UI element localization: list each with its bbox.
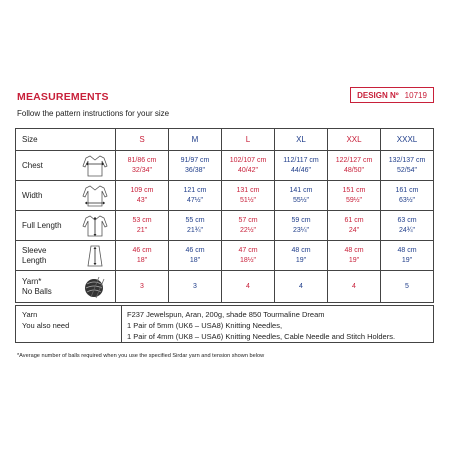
measurement-value: 121 cm 47½" [169,181,222,211]
measurement-value: 112/117 cm 44/46" [275,151,328,181]
measurement-value: 61 cm 24" [328,211,381,241]
measurement-value: 4 [275,271,328,303]
measurement-value: 53 cm 21" [116,211,169,241]
size-xxl: XXL [328,129,381,151]
measurement-value: 55 cm 21¾" [169,211,222,241]
row-label-yarn-balls: Yarn* No Balls [16,271,116,303]
yarn-label: Yarn [22,310,38,319]
measurement-value: 131 cm 51½" [222,181,275,211]
measurement-value: 81/86 cm 32/34" [116,151,169,181]
measurement-value: 3 [169,271,222,303]
need-line-1: 1 Pair of 5mm (UK6 – USA8) Knitting Needles, [127,321,283,330]
measurement-value: 132/137 cm 52/54" [381,151,434,181]
row-label-sleeve-length: Sleeve Length [16,241,116,271]
length-garment-icon [80,214,110,238]
measurement-value: 151 cm 59½" [328,181,381,211]
size-m: M [169,129,222,151]
design-number-label: DESIGN Nº [357,90,399,100]
measurement-value: 109 cm 43" [116,181,169,211]
yarn-ball-icon [80,274,110,300]
table-row [16,211,434,241]
size-s: S [116,129,169,151]
width-garment-icon [80,184,110,208]
size-xxxl: XXXL [381,129,434,151]
measurement-value: 4 [222,271,275,303]
measurement-value: 5 [381,271,434,303]
measurement-value: 46 cm 18" [116,241,169,271]
measurement-value: 48 cm 19" [275,241,328,271]
table-row [16,241,434,271]
measurement-value: 91/97 cm 36/38" [169,151,222,181]
table-row [16,271,434,303]
sleeve-garment-icon [80,244,110,268]
measurement-value: 4 [328,271,381,303]
row-label-chest: Chest [16,151,116,181]
design-number-value: 10719 [404,90,427,100]
measurement-value: 48 cm 19" [381,241,434,271]
size-label-cell: Size [16,129,116,151]
yarn-text: F237 Jewelspun, Aran, 200g, shade 850 Tourmaline Dream [127,310,325,319]
yarn-labels [16,306,122,343]
row-label-width: Width [16,181,116,211]
size-header-row [16,129,434,151]
measurement-value: 3 [116,271,169,303]
chest-garment-icon [80,154,110,178]
measurement-value: 57 cm 22½" [222,211,275,241]
page-title: MEASUREMENTS [17,91,109,103]
yarn-details [122,306,434,343]
measurement-value: 102/107 cm 40/42" [222,151,275,181]
row-label-full-length: Full Length [16,211,116,241]
design-number-box [350,87,434,103]
measurement-value: 63 cm 24¾" [381,211,434,241]
yarn-table [15,305,434,343]
footnote: *Average number of balls required when you use the specified Sirdar yarn and tension shown below [17,353,265,359]
measurement-value: 46 cm 18" [169,241,222,271]
measurement-value: 122/127 cm 48/50" [328,151,381,181]
measurement-value: 47 cm 18½" [222,241,275,271]
subtitle: Follow the pattern instructions for your size [17,109,170,118]
measurement-value: 161 cm 63½" [381,181,434,211]
need-label: You also need [22,321,70,330]
need-line-2: 1 Pair of 4mm (UK8 – USA6) Knitting Needles, Cable Needle and Stitch Holders. [127,332,396,341]
table-row [16,181,434,211]
measurement-value: 141 cm 55½" [275,181,328,211]
measurement-value: 48 cm 19" [328,241,381,271]
table-row [16,151,434,181]
measurements-table [15,128,434,303]
size-l: L [222,129,275,151]
measurement-value: 59 cm 23¼" [275,211,328,241]
size-xl: XL [275,129,328,151]
